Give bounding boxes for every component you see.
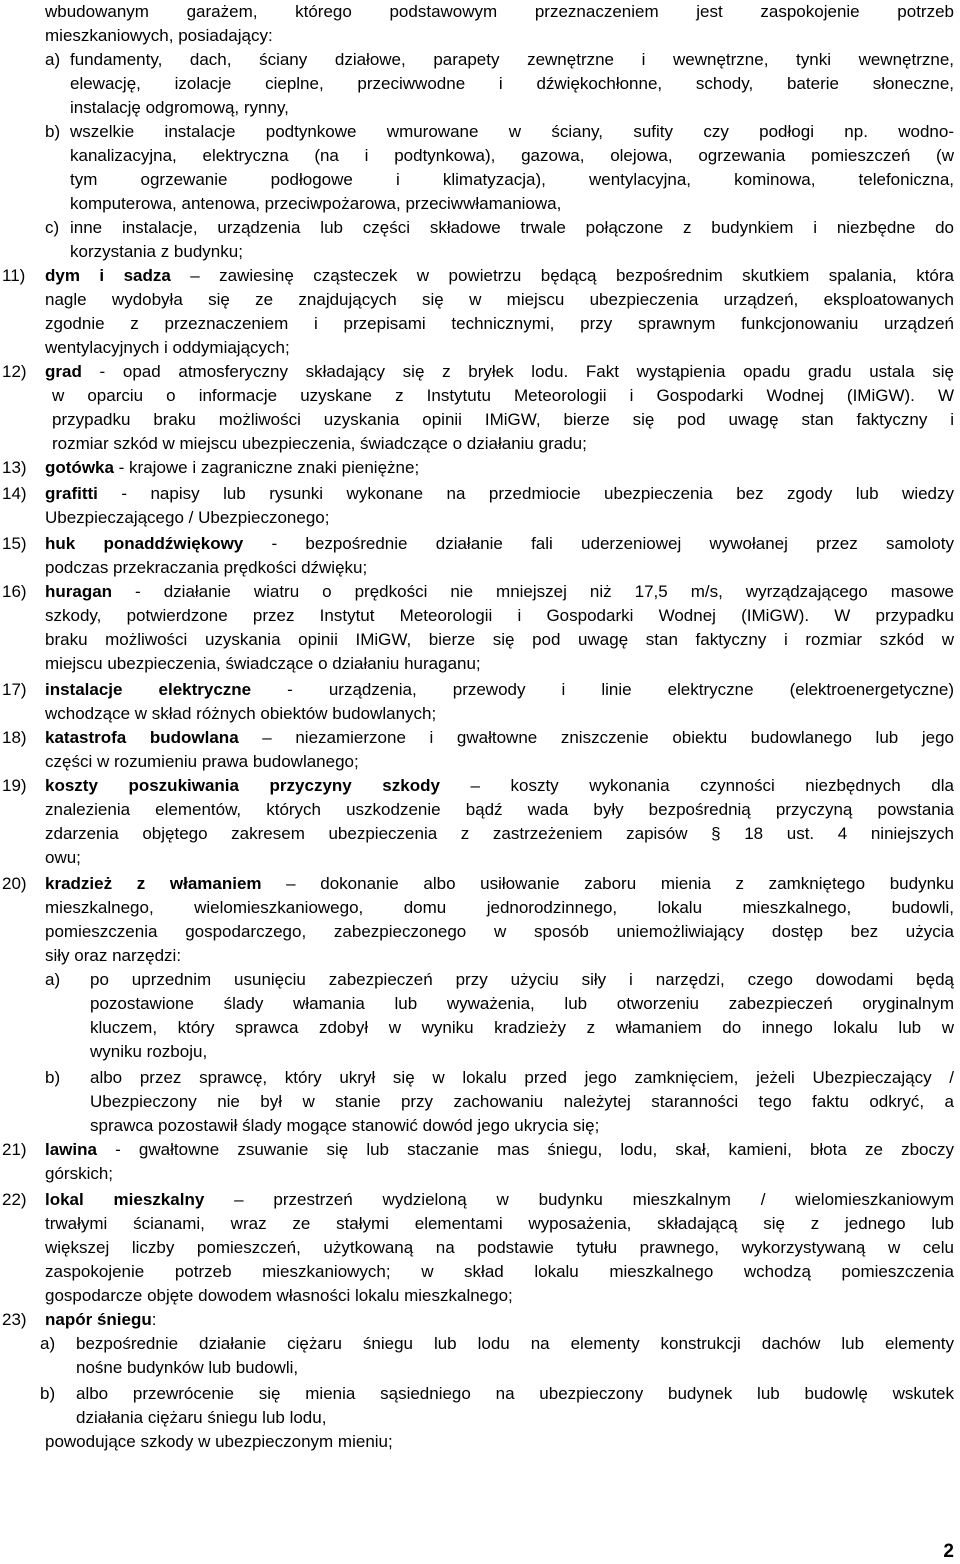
item-number: 21): [2, 1140, 27, 1159]
list-label: a): [45, 970, 61, 989]
text-line: podczas przekraczania prędkości dźwięku;: [45, 558, 368, 577]
definition-first-line: katastrofa budowlana – niezamierzone i gwałtowne zniszczenie obiektu budowlanego lub jego: [45, 728, 954, 747]
text-line: znalezienia elementów, których uszkodzenie bądź wada były bezpośrednią przyczyną powstania: [45, 800, 954, 819]
definition-first-line: koszty poszukiwania przyczyny szkody – koszty wykonania czynności niezbędnych dla: [45, 776, 954, 795]
text-line: gospodarcze objęte dowodem własności lokalu mieszkalnego;: [45, 1286, 513, 1305]
text-line: siły oraz narzędzi:: [45, 946, 182, 965]
text-line: mieszkalnego, wielomieszkaniowego, domu jednorodzinnego, lokalu mieszkalnego, budowli,: [45, 898, 954, 917]
definition-term: instalacje elektryczne: [45, 680, 252, 699]
text-line: albo przewrócenie się mienia sąsiedniego na ubezpieczony budynek lub budowlę wskutek: [76, 1384, 954, 1403]
definition-first-line: lokal mieszkalny – przestrzeń wydzieloną w budynku mieszkalnym / wielomieszkaniowym: [45, 1190, 954, 1209]
definition-term: katastrofa budowlana: [45, 728, 239, 747]
text-line: kanalizacyjna, elektryczna (na i podtynkowa), gazowa, olejowa, ogrzewania pomieszczeń (w: [70, 146, 954, 165]
text-line: Ubezpieczony nie był w stanie przy zachowaniu należytej staranności tego faktu odkryć, a: [90, 1092, 954, 1111]
text-line: wbudowanym garażem, którego podstawowym przeznaczeniem jest zaspokojenie potrzeb: [45, 2, 954, 21]
definition-first-line: lawina - gwałtowne zsuwanie się lub staczanie mas śniegu, lodu, skał, kamieni, błota ze zboczy: [45, 1140, 954, 1159]
text-line: nagle wydobyła się ze znajdujących się w miejscu ubezpieczenia urządzeń, eksploatowanych: [45, 290, 954, 309]
text-line: wyniku rozboju,: [90, 1042, 208, 1061]
text-line: większej liczby pomieszczeń, użytkowaną na podstawie tytułu prawnego, wykorzystywaną w celu: [45, 1238, 954, 1257]
definition-first-line: huk ponaddźwiękowy - bezpośrednie działanie fali uderzeniowej wywołanej przez samoloty: [45, 534, 954, 553]
definition-term: huk ponaddźwiękowy: [45, 534, 244, 553]
definition-term: gotówka: [45, 458, 114, 477]
text-line: wentylacyjnych i oddymiających;: [45, 338, 290, 357]
text-line: owu;: [45, 848, 81, 867]
item-number: 17): [2, 680, 27, 699]
text-line: wszelkie instalacje podtynkowe wmurowane w ściany, sufity czy podłogi np. wodno-: [70, 122, 954, 141]
definition-first-line: napór śniegu:: [45, 1310, 157, 1329]
list-label: b): [45, 1068, 61, 1087]
text-line: kluczem, który sprawca zdobył w wyniku kradzieży z włamaniem do innego lokalu lub w: [90, 1018, 954, 1037]
text-line: pomieszczenia gospodarczego, zabezpieczonego w sposób uniemożliwiający dostęp bez użycia: [45, 922, 954, 941]
text-line: zaspokojenie potrzeb mieszkaniowych; w skład lokalu mieszkalnego wchodzą pomieszczenia: [45, 1262, 954, 1281]
text-line: albo przez sprawcę, który ukrył się w lokalu przed jego zamknięciem, jeżeli Ubezpieczający /: [90, 1068, 954, 1087]
text-line: fundamenty, dach, ściany działowe, parapety zewnętrzne i wewnętrzne, tynki wewnętrzne,: [70, 50, 954, 69]
text-line: po uprzednim usunięciu zabezpieczeń przy użyciu siły i narzędzi, czego dowodami będą: [90, 970, 954, 989]
item-number: 16): [2, 582, 27, 601]
definition-term: napór śniegu: [45, 1310, 152, 1329]
text-line: wchodzące w skład różnych obiektów budowlanych;: [45, 704, 437, 723]
definition-term: grad: [45, 362, 82, 381]
item-number: 20): [2, 874, 27, 893]
item-number: 22): [2, 1190, 27, 1209]
definition-term: grafitti: [45, 484, 98, 503]
text-line: górskich;: [45, 1164, 114, 1183]
text-line: bezpośrednie działanie ciężaru śniegu lub lodu na elementy konstrukcji dachów lub elementy: [76, 1334, 954, 1353]
definition-first-line: gotówka - krajowe i zagraniczne znaki pieniężne;: [45, 458, 420, 477]
text-line: szkody, potwierdzone przez Instytut Meteorologii i Gospodarki Wodnej (IMiGW). W przypadku: [45, 606, 954, 625]
text-line: zgodnie z przeznaczeniem i przepisami technicznymi, przy sprawnym funkcjonowaniu urządzeń: [45, 314, 954, 333]
list-label: b): [40, 1384, 56, 1403]
page-number: 2: [943, 1541, 954, 1562]
item-number: 19): [2, 776, 27, 795]
text-line: nośne budynków lub budowli,: [76, 1358, 299, 1377]
text-line: pozostawione ślady włamania lub wyważenia, lub otworzeniu zabezpieczeń oryginalnym: [90, 994, 954, 1013]
definition-term: koszty poszukiwania przyczyny szkody: [45, 776, 440, 795]
list-label: b): [45, 122, 61, 141]
text-line: korzystania z budynku;: [70, 242, 243, 261]
item-number: 18): [2, 728, 27, 747]
definition-term: huragan: [45, 582, 113, 601]
item-number: 15): [2, 534, 27, 553]
text-line: komputerowa, antenowa, przeciwpożarowa, przeciwwłamaniowa,: [70, 194, 562, 213]
text-line: inne instalacje, urządzenia lub części składowe trwale połączone z budynkiem i niezbędne do: [70, 218, 954, 237]
text-line: braku możliwości uzyskania opinii IMiGW, bierze się pod uwagę stan faktyczny i rozmiar szkód w: [45, 630, 954, 649]
list-label: c): [45, 218, 60, 237]
text-line: tym ogrzewanie podłogowe i klimatyzacja), wentylacyjna, kominowa, telefoniczna,: [70, 170, 954, 189]
definition-first-line: grafitti - napisy lub rysunki wykonane na przedmiocie ubezpieczenia bez zgody lub wiedzy: [45, 484, 954, 503]
definition-term: dym i sadza: [45, 266, 171, 285]
definition-first-line: kradzież z włamaniem – dokonanie albo usiłowanie zaboru mienia z zamkniętego budynku: [45, 874, 954, 893]
definition-term: lawina: [45, 1140, 97, 1159]
definition-term: lokal mieszkalny: [45, 1190, 205, 1209]
definition-term: kradzież z włamaniem: [45, 874, 262, 893]
text-line: trwałymi ścianami, wraz ze stałymi elementami wyposażenia, składającą się z jednego lub: [45, 1214, 954, 1233]
text-line: Ubezpieczającego / Ubezpieczonego;: [45, 508, 330, 527]
item-number: 23): [2, 1310, 27, 1329]
text-line: przypadku braku możliwości uzyskania opinii IMiGW, bierze się pod uwagę stan faktyczny i: [52, 410, 954, 429]
text-line: elewację, izolacje cieplne, przeciwwodne i dźwiękochłonne, schody, baterie słoneczne,: [70, 74, 954, 93]
text-line: zdarzenia objętego zakresem ubezpieczenia z zastrzeżeniem zapisów § 18 ust. 4 niniejszych: [45, 824, 954, 843]
item-number: 11): [2, 266, 26, 285]
item-number: 12): [2, 362, 27, 381]
definition-first-line: huragan - działanie wiatru o prędkości nie mniejszej niż 17,5 m/s, wyrządzającego masowe: [45, 582, 954, 601]
list-label: a): [40, 1334, 56, 1353]
text-line: rozmiar szkód w miejscu ubezpieczenia, świadczące o działaniu gradu;: [52, 434, 587, 453]
text-line: w oparciu o informacje uzyskane z Instytutu Meteorologii i Gospodarki Wodnej (IMiGW). W: [52, 386, 954, 405]
item-number: 14): [2, 484, 27, 503]
definition-first-line: instalacje elektryczne - urządzenia, przewody i linie elektryczne (elektroenergetyczne): [45, 680, 954, 699]
text-line: części w rozumieniu prawa budowlanego;: [45, 752, 359, 771]
text-line: powodujące szkody w ubezpieczonym mieniu;: [45, 1432, 393, 1451]
text-line: działania ciężaru śniegu lub lodu,: [76, 1408, 327, 1427]
definition-first-line: grad - opad atmosferyczny składający się z bryłek lodu. Fakt wystąpienia opadu gradu ustala się: [45, 362, 954, 381]
text-line: mieszkaniowych, posiadający:: [45, 26, 273, 45]
text-line: instalację odgromową, rynny,: [70, 98, 289, 117]
text-line: miejscu ubezpieczenia, świadczące o działaniu huraganu;: [45, 654, 481, 673]
list-label: a): [45, 50, 61, 69]
definition-first-line: dym i sadza – zawiesinę cząsteczek w powietrzu będącą bezpośrednim skutkiem spalania, która: [45, 266, 954, 285]
text-line: sprawca pozostawił ślady mogące stanowić dowód jego ukrycia się;: [90, 1116, 600, 1135]
item-number: 13): [2, 458, 27, 477]
